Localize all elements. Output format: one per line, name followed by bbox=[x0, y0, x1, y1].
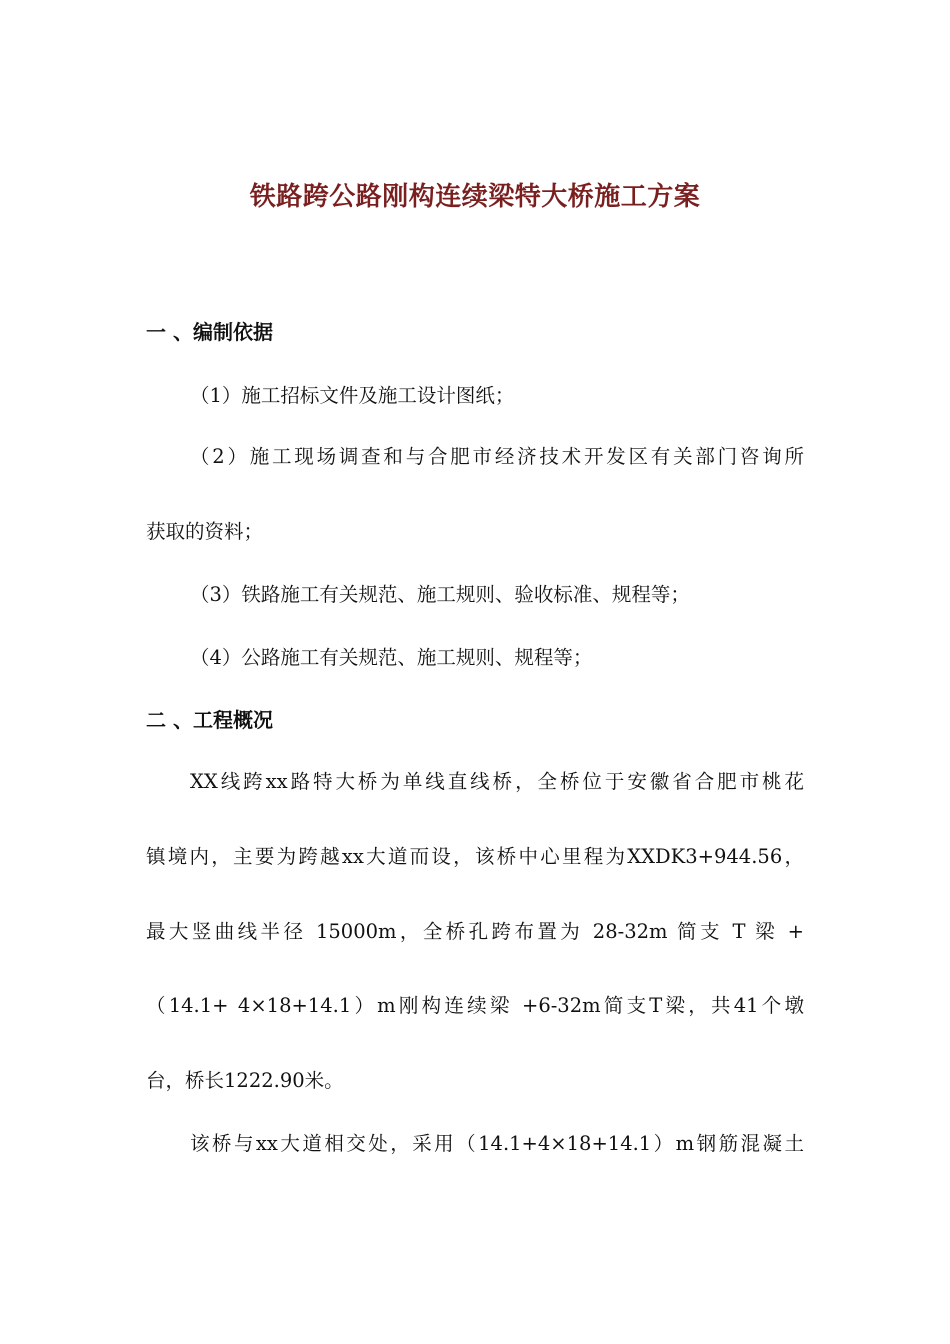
overview-line-5: 台，桥长1222.90米。 bbox=[146, 1069, 344, 1092]
overview-line-3: 最大竖曲线半径 15000m，全桥孔跨布置为 28-32m 简支 T 梁 + bbox=[146, 920, 804, 943]
basis-item-2: （2）施工现场调查和与合肥市经济技术开发区有关部门咨询所 bbox=[190, 445, 804, 468]
basis-item-2-continued: 获取的资料； bbox=[146, 520, 264, 543]
overview-line-2: 镇境内，主要为跨越xx大道而设，该桥中心里程为XXDK3+944.56， bbox=[146, 845, 804, 868]
section-heading-basis: 一 、编制依据 bbox=[146, 320, 273, 344]
basis-item-3: （3）铁路施工有关规范、施工规则、验收标准、规程等； bbox=[190, 583, 690, 606]
basis-item-1: （1）施工招标文件及施工设计图纸； bbox=[190, 384, 515, 407]
overview-paragraph-2-line-1: 该桥与xx大道相交处，采用（14.1+4×18+14.1）m钢筋混凝土 bbox=[190, 1132, 804, 1155]
basis-item-4: （4）公路施工有关规范、施工规则、规程等； bbox=[190, 646, 593, 669]
section-heading-overview: 二 、工程概况 bbox=[146, 708, 273, 732]
overview-line-1: XX线跨xx路特大桥为单线直线桥，全桥位于安徽省合肥市桃花 bbox=[190, 770, 804, 793]
overview-line-4: （14.1+ 4×18+14.1）m刚构连续梁 +6-32m简支T梁，共41个墩 bbox=[146, 994, 804, 1017]
document-title: 铁路跨公路刚构连续梁特大桥施工方案 bbox=[249, 182, 701, 212]
